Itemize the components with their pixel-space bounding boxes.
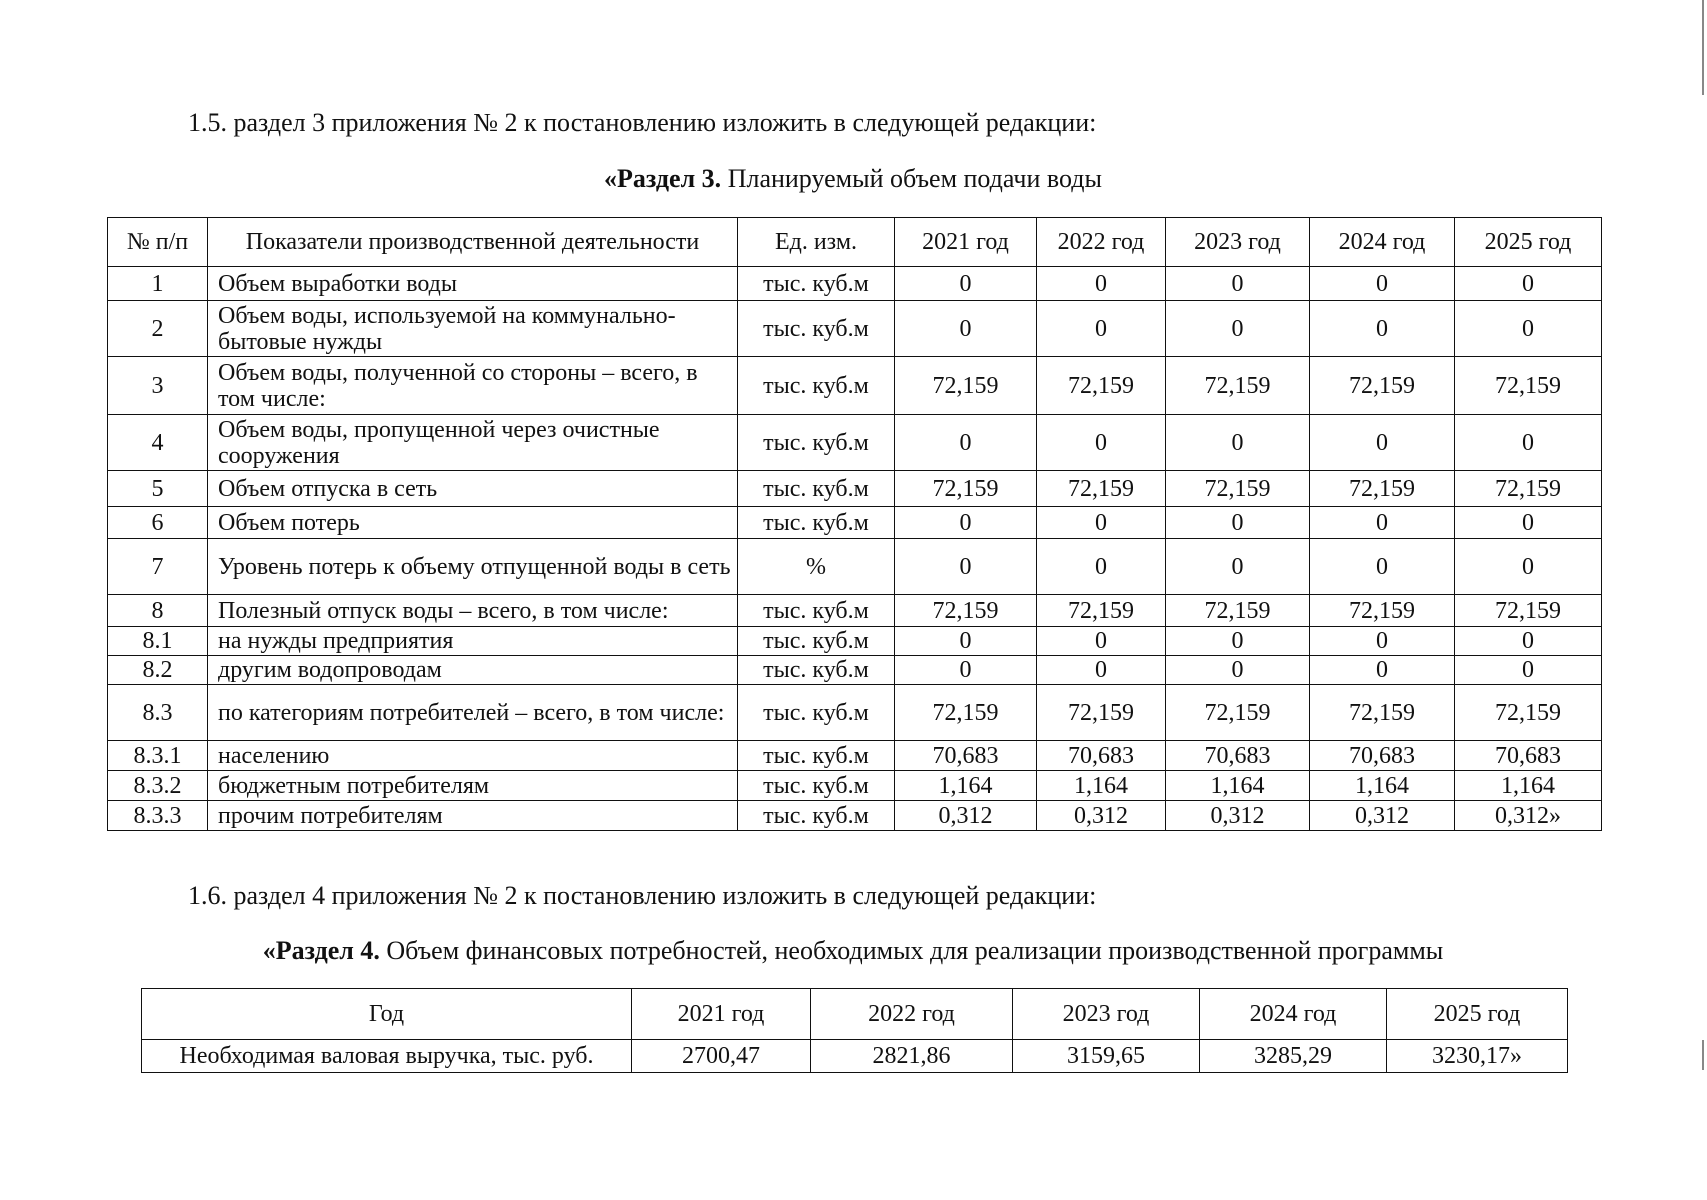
indicator-name: Объем воды, полученной со стороны – всего, в том числе: <box>208 357 738 415</box>
table-row <box>108 471 1602 507</box>
row-number: 8.3.1 <box>108 741 208 771</box>
paragraph-1-5: 1.5. раздел 3 приложения № 2 к постановлению изложить в следующей редакции: <box>188 108 1097 137</box>
value-2025: 72,159 <box>1455 357 1602 415</box>
row-number: 1 <box>108 267 208 301</box>
table-header-row <box>142 989 1568 1040</box>
value-2023: 0 <box>1166 415 1310 471</box>
indicator-name: по категориям потребителей – всего, в том числе: <box>208 685 738 741</box>
section-4-heading-bold: «Раздел 4. <box>262 936 380 965</box>
unit-cell: тыс. куб.м <box>738 627 895 656</box>
indicator-name: другим водопроводам <box>208 656 738 685</box>
scan-edge-mark <box>1702 0 1704 95</box>
indicator-name: населению <box>208 741 738 771</box>
value-2024: 0 <box>1310 301 1455 357</box>
value-2023: 70,683 <box>1166 741 1310 771</box>
value-2022: 0 <box>1037 267 1166 301</box>
value-2023: 72,159 <box>1166 357 1310 415</box>
value-2021: 72,159 <box>895 595 1037 627</box>
table-header-row <box>108 218 1602 267</box>
value-2024: 0 <box>1310 415 1455 471</box>
value-2025: 0 <box>1455 507 1602 539</box>
value-2024: 72,159 <box>1310 685 1455 741</box>
table-row <box>108 595 1602 627</box>
unit-cell: тыс. куб.м <box>738 685 895 741</box>
row-number: 8.2 <box>108 656 208 685</box>
value-2023: 1,164 <box>1166 771 1310 801</box>
value-2022: 0 <box>1037 507 1166 539</box>
water-supply-table <box>107 217 1602 831</box>
value-2024: 3285,29 <box>1200 1040 1387 1073</box>
value-2024: 0 <box>1310 267 1455 301</box>
value-2024: 72,159 <box>1310 471 1455 507</box>
value-2022: 0 <box>1037 627 1166 656</box>
value-2022: 72,159 <box>1037 357 1166 415</box>
value-2024: 0,312 <box>1310 801 1455 831</box>
value-2024: 0 <box>1310 627 1455 656</box>
unit-cell: тыс. куб.м <box>738 357 895 415</box>
value-2021: 1,164 <box>895 771 1037 801</box>
row-label: Необходимая валовая выручка, тыс. руб. <box>142 1040 632 1073</box>
table-row <box>108 771 1602 801</box>
unit-cell: тыс. куб.м <box>738 267 895 301</box>
value-2023: 72,159 <box>1166 685 1310 741</box>
unit-cell: тыс. куб.м <box>738 741 895 771</box>
header-num: № п/п <box>108 218 208 267</box>
value-2021: 72,159 <box>895 471 1037 507</box>
section-4-heading-text: Объем финансовых потребностей, необходимых для реализации производственной программы <box>379 936 1444 965</box>
unit-cell: тыс. куб.м <box>738 301 895 357</box>
header-year-2025: 2025 год <box>1387 989 1568 1040</box>
value-2021: 0 <box>895 656 1037 685</box>
value-2023: 0 <box>1166 627 1310 656</box>
value-2025: 70,683 <box>1455 741 1602 771</box>
value-2025: 1,164 <box>1455 771 1602 801</box>
table-row <box>108 507 1602 539</box>
financial-needs-table <box>141 988 1568 1073</box>
scan-edge-mark <box>1702 1040 1704 1070</box>
row-number: 2 <box>108 301 208 357</box>
value-2023: 72,159 <box>1166 595 1310 627</box>
value-2022: 0 <box>1037 301 1166 357</box>
value-2021: 0,312 <box>895 801 1037 831</box>
unit-cell: тыс. куб.м <box>738 771 895 801</box>
value-2024: 1,164 <box>1310 771 1455 801</box>
value-2024: 0 <box>1310 507 1455 539</box>
row-number: 3 <box>108 357 208 415</box>
indicator-name: на нужды предприятия <box>208 627 738 656</box>
value-2022: 72,159 <box>1037 595 1166 627</box>
value-2022: 2821,86 <box>811 1040 1013 1073</box>
indicator-name: Полезный отпуск воды – всего, в том числе: <box>208 595 738 627</box>
table-row <box>108 357 1602 415</box>
value-2022: 0 <box>1037 415 1166 471</box>
value-2025: 0 <box>1455 301 1602 357</box>
section-3-heading-text: Планируемый объем подачи воды <box>721 164 1102 193</box>
header-year-2025: 2025 год <box>1455 218 1602 267</box>
value-2021: 72,159 <box>895 685 1037 741</box>
table-row <box>108 656 1602 685</box>
header-year: Год <box>142 989 632 1040</box>
table-row <box>108 267 1602 301</box>
value-2023: 72,159 <box>1166 471 1310 507</box>
table-row <box>108 685 1602 741</box>
header-unit: Ед. изм. <box>738 218 895 267</box>
header-year-2021: 2021 год <box>895 218 1037 267</box>
value-2022: 1,164 <box>1037 771 1166 801</box>
indicator-name: Уровень потерь к объему отпущенной воды в сеть <box>208 539 738 595</box>
unit-cell: тыс. куб.м <box>738 415 895 471</box>
value-2021: 72,159 <box>895 357 1037 415</box>
header-year-2022: 2022 год <box>811 989 1013 1040</box>
value-2022: 0 <box>1037 539 1166 595</box>
row-number: 8.3 <box>108 685 208 741</box>
value-2025: 0 <box>1455 415 1602 471</box>
value-2022: 0,312 <box>1037 801 1166 831</box>
table-row <box>108 801 1602 831</box>
value-2025: 72,159 <box>1455 595 1602 627</box>
header-year-2021: 2021 год <box>632 989 811 1040</box>
value-2025: 3230,17» <box>1387 1040 1568 1073</box>
row-number: 8.3.3 <box>108 801 208 831</box>
table-row <box>108 301 1602 357</box>
value-2022: 0 <box>1037 656 1166 685</box>
value-2021: 0 <box>895 267 1037 301</box>
value-2025: 0 <box>1455 539 1602 595</box>
header-year-2024: 2024 год <box>1200 989 1387 1040</box>
row-number: 6 <box>108 507 208 539</box>
section-3-heading <box>108 164 1598 194</box>
value-2024: 72,159 <box>1310 357 1455 415</box>
value-2024: 0 <box>1310 539 1455 595</box>
value-2024: 0 <box>1310 656 1455 685</box>
unit-cell: % <box>738 539 895 595</box>
header-year-2024: 2024 год <box>1310 218 1455 267</box>
value-2025: 72,159 <box>1455 471 1602 507</box>
unit-cell: тыс. куб.м <box>738 656 895 685</box>
value-2023: 0 <box>1166 301 1310 357</box>
row-number: 4 <box>108 415 208 471</box>
value-2021: 0 <box>895 507 1037 539</box>
value-2025: 0 <box>1455 267 1602 301</box>
row-number: 5 <box>108 471 208 507</box>
indicator-name: Объем отпуска в сеть <box>208 471 738 507</box>
section-3-heading-bold: «Раздел 3. <box>604 164 722 193</box>
value-2022: 72,159 <box>1037 685 1166 741</box>
value-2024: 70,683 <box>1310 741 1455 771</box>
value-2021: 0 <box>895 301 1037 357</box>
value-2023: 3159,65 <box>1013 1040 1200 1073</box>
header-year-2023: 2023 год <box>1166 218 1310 267</box>
indicator-name: Объем выработки воды <box>208 267 738 301</box>
unit-cell: тыс. куб.м <box>738 595 895 627</box>
table-row <box>142 1040 1568 1073</box>
paragraph-1-6: 1.6. раздел 4 приложения № 2 к постановлению изложить в следующей редакции: <box>188 881 1097 910</box>
value-2021: 70,683 <box>895 741 1037 771</box>
unit-cell: тыс. куб.м <box>738 801 895 831</box>
value-2023: 0 <box>1166 507 1310 539</box>
header-year-2023: 2023 год <box>1013 989 1200 1040</box>
indicator-name: прочим потребителям <box>208 801 738 831</box>
row-number: 8.3.2 <box>108 771 208 801</box>
value-2025: 0,312» <box>1455 801 1602 831</box>
header-year-2022: 2022 год <box>1037 218 1166 267</box>
value-2025: 0 <box>1455 627 1602 656</box>
row-number: 8 <box>108 595 208 627</box>
value-2021: 2700,47 <box>632 1040 811 1073</box>
row-number: 7 <box>108 539 208 595</box>
unit-cell: тыс. куб.м <box>738 471 895 507</box>
table-row <box>108 741 1602 771</box>
indicator-name: бюджетным потребителям <box>208 771 738 801</box>
value-2021: 0 <box>895 627 1037 656</box>
value-2023: 0 <box>1166 539 1310 595</box>
header-indicator: Показатели производственной деятельности <box>208 218 738 267</box>
section-4-heading <box>108 936 1598 966</box>
value-2022: 72,159 <box>1037 471 1166 507</box>
value-2025: 72,159 <box>1455 685 1602 741</box>
indicator-name: Объем воды, используемой на коммунально-бытовые нужды <box>208 301 738 357</box>
table-row <box>108 539 1602 595</box>
indicator-name: Объем воды, пропущенной через очистные сооружения <box>208 415 738 471</box>
indicator-name: Объем потерь <box>208 507 738 539</box>
unit-cell: тыс. куб.м <box>738 507 895 539</box>
value-2025: 0 <box>1455 656 1602 685</box>
value-2022: 70,683 <box>1037 741 1166 771</box>
value-2023: 0 <box>1166 656 1310 685</box>
value-2023: 0 <box>1166 267 1310 301</box>
value-2024: 72,159 <box>1310 595 1455 627</box>
value-2021: 0 <box>895 415 1037 471</box>
row-number: 8.1 <box>108 627 208 656</box>
value-2023: 0,312 <box>1166 801 1310 831</box>
value-2021: 0 <box>895 539 1037 595</box>
table-row <box>108 415 1602 471</box>
table-row <box>108 627 1602 656</box>
